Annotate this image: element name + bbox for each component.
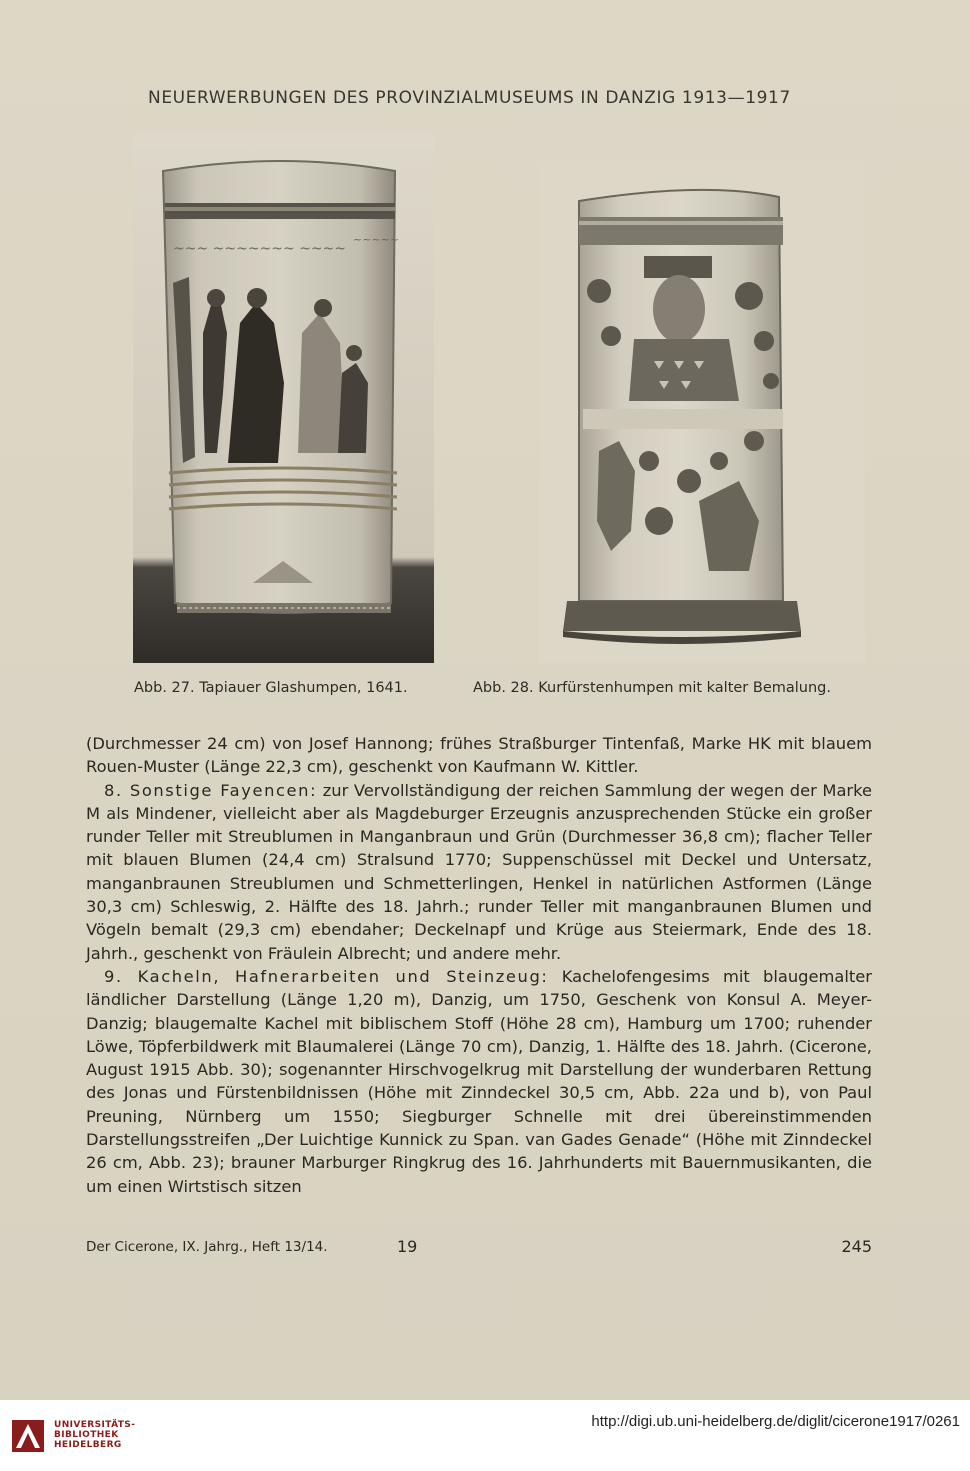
figure-27-caption: Abb. 27. Tapiauer Glashumpen, 1641. bbox=[134, 680, 408, 696]
running-header: NEUERWERBUNGEN DES PROVINZIALMUSEUMS IN DANZIG 1913—1917 bbox=[148, 88, 791, 108]
section-9-text: Kachelofengesims mit blaugemalter ländlicher Darstellung (Länge 1,20 m), Danzig, um 1750, Geschenk von Konsul A. Meyer-Danzig; blaugemalte Kachel mit biblischem Stoff (Höhe 28 cm), Hamburg um 1700; ruhender Löwe, Töpferbildwerk mit Blaumalerei (Länge 70 cm), Danzig, 1. Hälfte des 18. Jahrh. (Cicerone, August 1915 Abb. 30); sogenannter Hirschvogelkrug mit Darstellung der wunderbaren Rettung des Jonas und Fürstenbildnissen (Höhe mit Zinndeckel 30,5 cm, Abb. 22a und b), von Paul Preuning, Nürnberg um 1550; Siegburger Schnelle mit drei übereinstimmenden Darstellungsstreifen „Der Luichtige Kunnick zu Span. van Gades Genade“ (Höhe mit Zinndeckel 26 cm, Abb. 23); brauner Marburger Ringkrug des 16. Jahrhunderts mit Bauernmusikanten, die um einen Wirtstisch sitzen bbox=[86, 966, 872, 1196]
svg-text:~~~ ~~~~~~~ ~~~~: ~~~ ~~~~~~~ ~~~~ bbox=[173, 241, 347, 257]
library-name[interactable]: UNIVERSITÄTS- BIBLIOTHEK HEIDELBERG bbox=[54, 1420, 136, 1450]
paragraph-1: (Durchmesser 24 cm) von Josef Hannong; frühes Straßburger Tintenfaß, Marke HK mit blauem Rouen-Muster (Länge 22,3 cm), geschenkt von Kaufmann W. Kittler. bbox=[86, 734, 872, 777]
section-9-heading: 9. Kacheln, Hafnerarbeiten und Steinzeug: bbox=[104, 966, 549, 986]
paragraph-3 bbox=[86, 965, 872, 1198]
page-footer bbox=[86, 1237, 872, 1261]
svg-text:~~~~~: ~~~~~ bbox=[353, 233, 400, 246]
paragraph-2 bbox=[86, 779, 872, 965]
figure-27-photo bbox=[133, 133, 434, 663]
page-number: 245 bbox=[841, 1237, 872, 1256]
tankard-photo-27 bbox=[133, 133, 434, 663]
section-8-text: zur Vervollständigung der reichen Sammlung der wegen der Marke M als Mindener, vielleicht aber als Magdeburger Erzeugnis anzusprechenden Stücke ein großer runder Teller mit Streublumen in Manganbraun und Grün (Durchmesser 36,8 cm); flacher Teller mit blauen Blumen (24,4 cm) Stralsund 1770; Suppenschüssel mit Deckel und Untersatz, manganbraunen Streublumen und Schmetterlingen, Henkel in natürlichen Astformen (Länge 30,3 cm) Schleswig, 2. Hälfte des 18. Jahrh.; runder Teller mit manganbraunen Blumen und Vögeln bemalt (29,3 cm) ebendaher; Deckelnapf und Krüge aus Steiermark, Ende des 18. Jahrh., geschenkt von Fräulein Albrecht; und andere mehr. bbox=[86, 780, 872, 963]
viewer-footer-bar bbox=[0, 1400, 970, 1471]
figure-28-caption: Abb. 28. Kurfürstenhumpen mit kalter Bemalung. bbox=[473, 680, 831, 696]
section-8-heading: 8. Sonstige Fayencen: bbox=[104, 780, 318, 800]
journal-reference: Der Cicerone, IX. Jahrg., Heft 13/14. bbox=[86, 1239, 328, 1255]
figure-28-photo bbox=[539, 161, 865, 663]
permalink-url[interactable]: http://digi.ub.uni-heidelberg.de/diglit/cicerone1917/0261 bbox=[591, 1413, 960, 1430]
signature-mark: 19 bbox=[397, 1237, 418, 1256]
tankard-photo-28 bbox=[539, 161, 865, 663]
body-text bbox=[86, 732, 872, 1198]
